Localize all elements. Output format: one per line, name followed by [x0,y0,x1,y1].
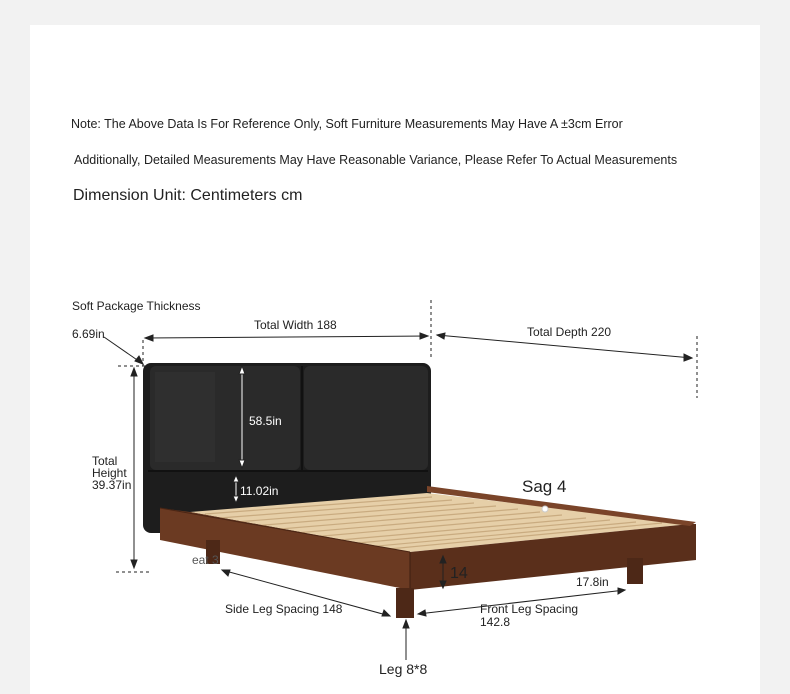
total-width-label: Total Width 188 [254,318,337,332]
total-height-line-3: 39.37in [92,478,132,492]
sag-label: Sag 4 [522,477,567,496]
seat-label: eat 3 [192,553,219,567]
total-height-line-2: Height [92,466,127,480]
frame-height-label: 14 [450,565,468,582]
front-leg-spacing-label [480,603,578,629]
headboard-lower-label: 11.02in [240,484,279,498]
total-depth-label: Total Depth 220 [527,325,612,339]
side-gap-label: 17.8in [576,575,609,589]
dimension-unit: Dimension Unit: Centimeters cm [73,187,303,204]
side-leg-spacing-label: Side Leg Spacing 148 [225,602,343,616]
front-leg-spacing-line-2: 142.8 [480,615,511,629]
total-height-line-1: Total [92,454,118,468]
front-leg-spacing-line-1: Front Leg Spacing [480,602,579,616]
note-line-2: Additionally, Detailed Measurements May Have Reasonable Variance, Please Refer To Actual Measurements [74,153,678,167]
soft-package-label: Soft Package Thickness [72,299,201,313]
note-line-1: Note: The Above Data Is For Reference Only, Soft Furniture Measurements May Have A ±3cm Error [71,117,623,131]
headboard-height-label: 58.5in [249,414,282,428]
leg-size-label: Leg 8*8 [379,661,428,677]
soft-package-value: 6.69in [72,327,105,341]
total-height-label [92,455,131,491]
